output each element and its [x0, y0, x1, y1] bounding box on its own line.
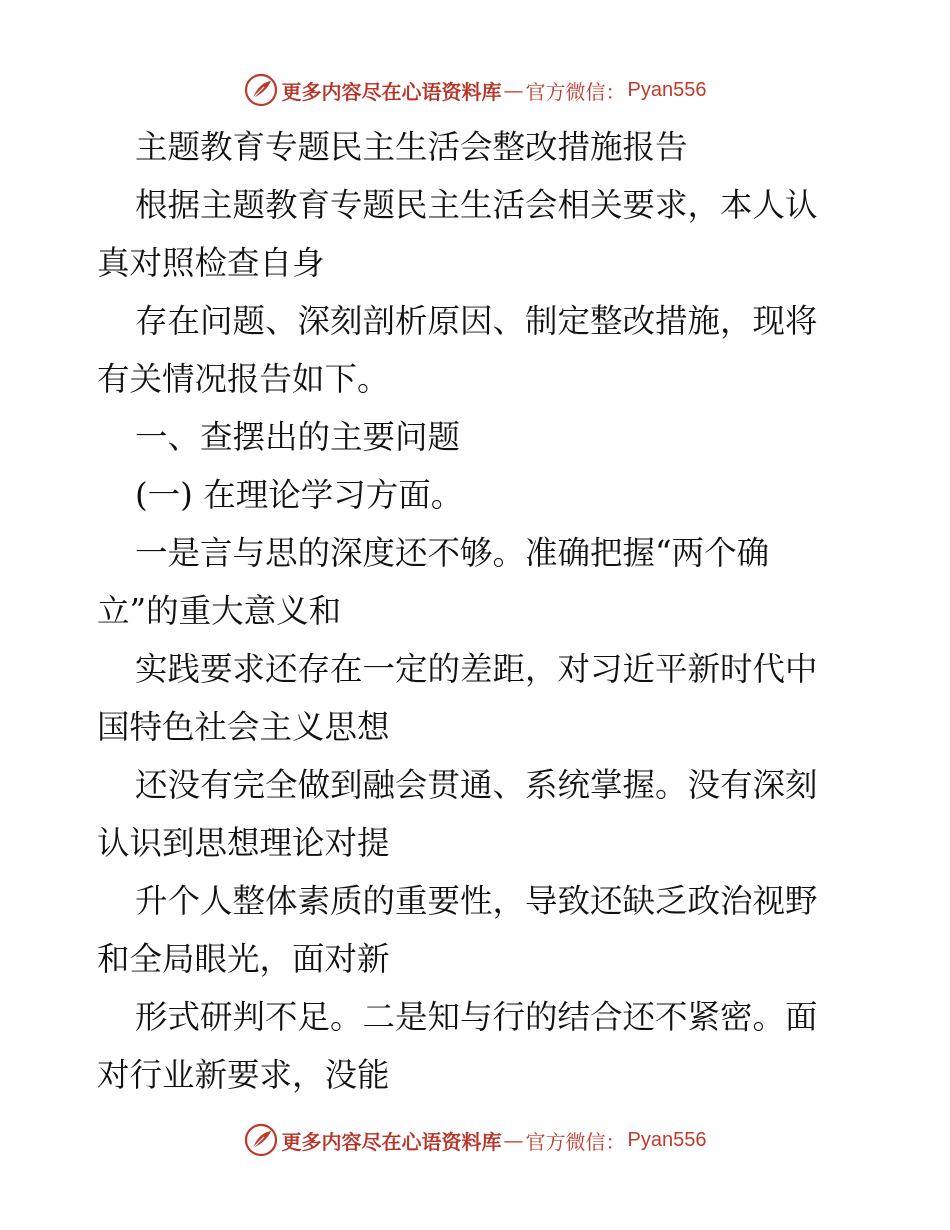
text-line: (一) 在理论学习方面。: [135, 476, 464, 514]
text-line: 根据主题教育专题民主生活会相关要求，本人认: [135, 186, 818, 224]
watermark-separator: —: [503, 78, 524, 102]
watermark-brand: 更多内容尽在心语资料库: [281, 1129, 502, 1154]
watermark-wechat-id: Pyan556: [627, 1128, 707, 1151]
watermark-header: [0, 70, 950, 110]
watermark-wechat-id: Pyan556: [627, 78, 707, 101]
text-line: 有关情况报告如下。: [97, 360, 390, 398]
text-line: 对行业新要求，没能: [97, 1056, 390, 1094]
watermark-footer: [0, 1120, 950, 1160]
text-line: 存在问题、深刻剖析原因、制定整改措施，现将: [135, 302, 818, 340]
document-body: [97, 118, 857, 1104]
feather-logo-icon: [244, 1123, 278, 1157]
text-line: 认识到思想理论对提: [97, 824, 390, 862]
text-line: 还没有完全做到融会贯通、系统掌握。没有深刻: [135, 766, 818, 804]
text-line: 一、查摆出的主要问题: [135, 418, 461, 456]
text-line: 真对照检查自身: [97, 244, 325, 282]
feather-logo-icon: [244, 73, 278, 107]
text-line: 实践要求还存在一定的差距，对习近平新时代中: [135, 650, 818, 688]
text-line: 和全局眼光，面对新: [97, 940, 390, 978]
watermark-label: 官方微信：: [525, 1129, 626, 1154]
watermark-separator: —: [503, 1128, 524, 1152]
watermark-brand: 更多内容尽在心语资料库: [281, 79, 502, 104]
text-line: 升个人整体素质的重要性，导致还缺乏政治视野: [135, 882, 818, 920]
text-line: 形式研判不足。二是知与行的结合还不紧密。面: [135, 998, 818, 1036]
text-line: 国特色社会主义思想: [97, 708, 390, 746]
watermark-label: 官方微信：: [525, 79, 626, 104]
text-line: 立”的重大意义和: [97, 592, 342, 630]
text-line: 主题教育专题民主生活会整改措施报告: [135, 128, 688, 166]
text-line: 一是言与思的深度还不够。准确把握“两个确: [135, 534, 770, 572]
